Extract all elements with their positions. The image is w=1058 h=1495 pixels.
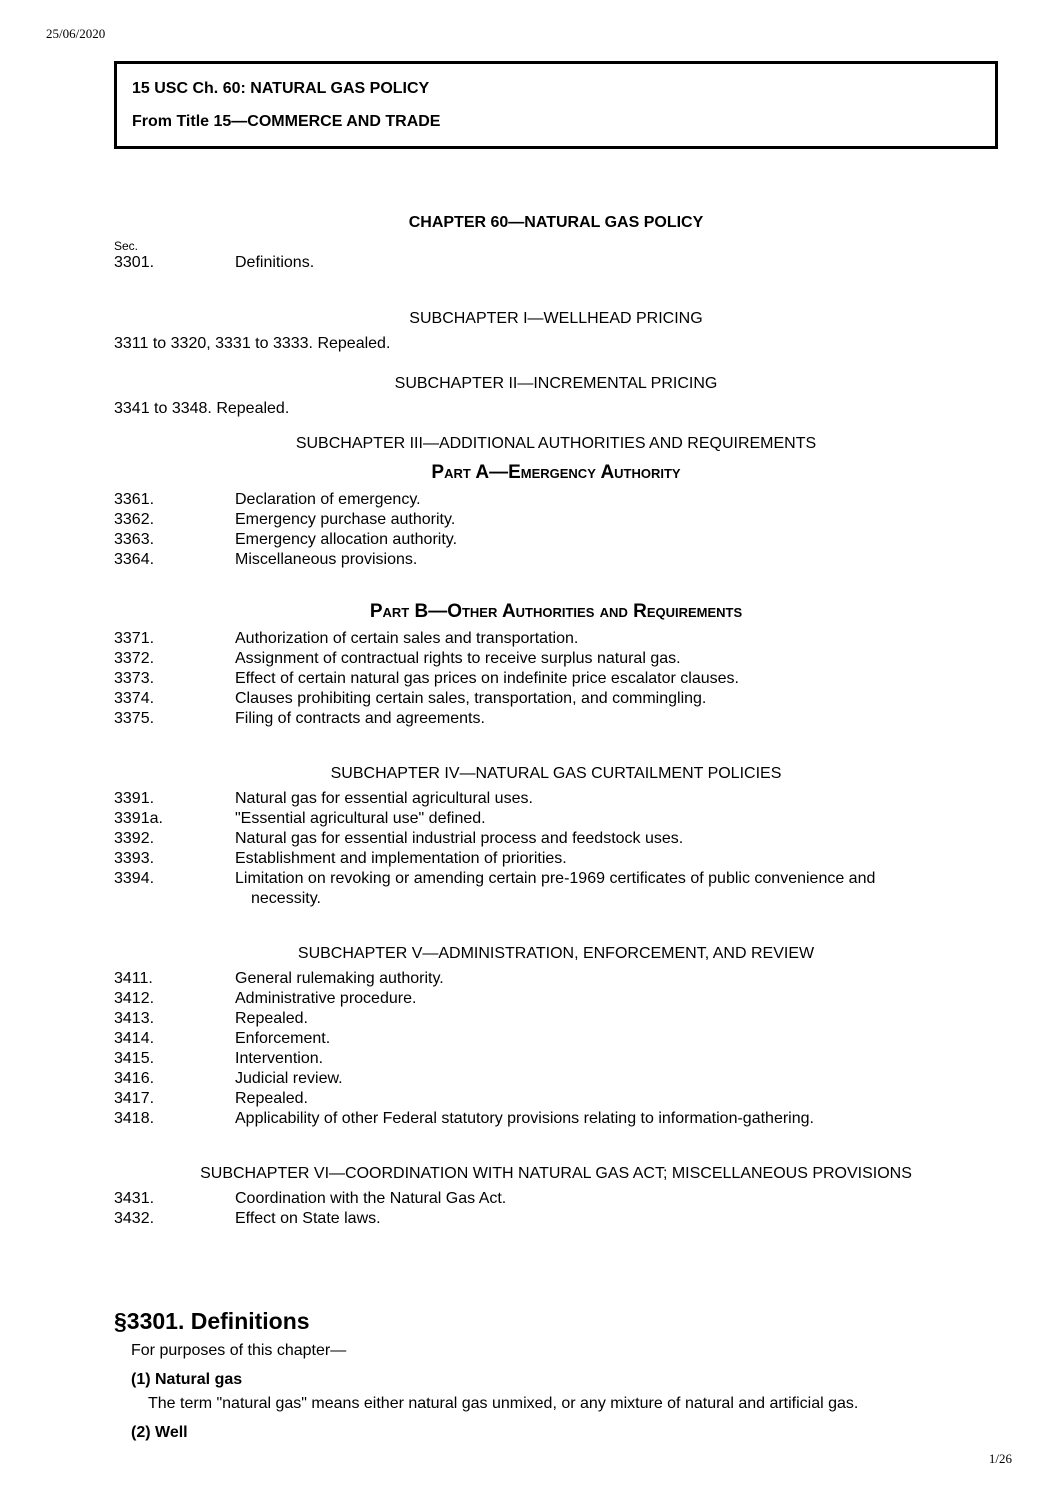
subchapter-4-title: SUBCHAPTER IV—NATURAL GAS CURTAILMENT POLICIES: [330, 765, 782, 782]
print-date: 25/06/2020: [46, 26, 106, 41]
toc-entry-title: [235, 969, 998, 989]
toc-entry: [114, 1069, 998, 1089]
toc-entry-number: 3392.: [114, 830, 155, 847]
definition-2-heading: (2) Well: [131, 1424, 188, 1441]
chapter-title: CHAPTER 60—NATURAL GAS POLICY: [408, 214, 704, 231]
toc-entry-title: [235, 1089, 998, 1109]
toc-entry-title: [235, 530, 998, 550]
toc-entry-number: 3432.: [114, 1210, 155, 1227]
toc-entry: [114, 1009, 998, 1029]
toc-entry-title-text: Repealed.: [235, 1090, 308, 1107]
toc-entry: [114, 969, 998, 989]
toc-entry-title-text: Administrative procedure.: [235, 990, 417, 1007]
toc-entry-title: [235, 1209, 998, 1229]
toc-entry-title-text: Repealed.: [235, 1010, 308, 1027]
toc-entry-number: 3391a.: [114, 810, 163, 827]
toc-entry-title: [235, 809, 998, 829]
toc-entry-title-text: Definitions.: [235, 254, 315, 271]
toc-entry: [114, 253, 998, 273]
toc-group-subchapter-5: [114, 969, 998, 1129]
toc-entry-number: 3364.: [114, 551, 155, 568]
toc-entry-title-text: Effect of certain natural gas prices on indefinite price escalator clauses.: [235, 670, 739, 687]
toc-entry-title: [235, 989, 998, 1009]
table-of-contents: [114, 200, 998, 1229]
toc-entry: [114, 709, 998, 729]
toc-entry-number: 3373.: [114, 670, 155, 687]
toc-entry-title-text: Declaration of emergency.: [235, 491, 421, 508]
toc-entry-number: 3391.: [114, 790, 155, 807]
toc-entry-title-text: Enforcement.: [235, 1030, 331, 1047]
toc-entry-title-text: Miscellaneous provisions.: [235, 551, 418, 568]
section-heading: §3301. Definitions: [114, 1308, 310, 1334]
toc-entry: [114, 550, 998, 570]
toc-group-part-a: [114, 490, 998, 570]
toc-entry-title: [235, 1029, 998, 1049]
toc-entry-number: 3361.: [114, 491, 155, 508]
page-number: 1/26: [988, 1451, 1012, 1466]
header-title: 15 USC Ch. 60: NATURAL GAS POLICY: [132, 80, 430, 97]
toc-entry-title: [235, 669, 998, 689]
toc-entry-title: [235, 550, 998, 570]
toc-entry-number: 3412.: [114, 990, 155, 1007]
toc-entry-title-text: "Essential agricultural use" defined.: [235, 810, 486, 827]
toc-entry-title-text: Assignment of contractual rights to receive surplus natural gas.: [235, 650, 681, 667]
toc-entry: [114, 1109, 998, 1129]
toc-entry-title: [235, 709, 998, 729]
toc-entry-title-text: Coordination with the Natural Gas Act.: [235, 1190, 507, 1207]
toc-entry-number: 3372.: [114, 650, 155, 667]
toc-entry-number: 3362.: [114, 511, 155, 528]
toc-group-general: [114, 253, 998, 273]
definition-1-text: The term "natural gas" means either natural gas unmixed, or any mixture of natural and artificial gas.: [148, 1395, 859, 1412]
toc-entry-title-text: Filing of contracts and agreements.: [235, 710, 485, 727]
toc-entry-number: 3416.: [114, 1070, 155, 1087]
toc-entry: [114, 1189, 998, 1209]
toc-entry-title-text: Emergency allocation authority.: [235, 531, 458, 548]
subchapter-2-repealed: 3341 to 3348. Repealed.: [114, 400, 290, 417]
toc-entry-title-text: Establishment and implementation of priorities.: [235, 850, 567, 867]
toc-group-subchapter-4: [114, 789, 998, 909]
toc-entry-title-continuation: necessity.: [251, 890, 321, 907]
subchapter-1-title: SUBCHAPTER I—WELLHEAD PRICING: [409, 310, 703, 327]
toc-entry-title-text: Effect on State laws.: [235, 1210, 381, 1227]
toc-entry: [114, 530, 998, 550]
toc-entry-title: [235, 789, 998, 809]
toc-entry: [114, 510, 998, 530]
toc-entry-title: [235, 1049, 998, 1069]
toc-entry-title: [235, 629, 998, 649]
toc-entry: [114, 809, 998, 829]
toc-entry-title-text: Intervention.: [235, 1050, 324, 1067]
toc-entry-title: [235, 689, 998, 709]
toc-entry: [114, 689, 998, 709]
toc-entry: [114, 1049, 998, 1069]
toc-entry-number: 3393.: [114, 850, 155, 867]
part-a-title: Part A—Emergency Authority: [431, 462, 681, 483]
toc-entry-number: 3431.: [114, 1190, 155, 1207]
toc-entry-title-text: Applicability of other Federal statutory provisions relating to information-gathering.: [235, 1110, 814, 1127]
toc-entry-number: 3371.: [114, 630, 155, 647]
toc-entry-number: 3363.: [114, 531, 155, 548]
toc-entry-number: 3415.: [114, 1050, 155, 1067]
subchapter-5-title: SUBCHAPTER V—ADMINISTRATION, ENFORCEMENT, AND REVIEW: [297, 945, 815, 962]
toc-entry-title: [235, 1189, 998, 1209]
toc-entry: [114, 869, 998, 909]
section-intro: For purposes of this chapter—: [131, 1342, 347, 1359]
subchapter-6-title: SUBCHAPTER VI—COORDINATION WITH NATURAL GAS ACT; MISCELLANEOUS PROVISIONS: [200, 1165, 912, 1182]
toc-entry-number: 3418.: [114, 1110, 155, 1127]
toc-entry-title: [235, 849, 998, 869]
toc-entry-number: 3374.: [114, 690, 155, 707]
toc-entry-title-text: Clauses prohibiting certain sales, transportation, and commingling.: [235, 690, 707, 707]
toc-entry-title-text: Emergency purchase authority.: [235, 511, 456, 528]
toc-entry-number: 3417.: [114, 1090, 155, 1107]
toc-entry: [114, 989, 998, 1009]
toc-entry: [114, 629, 998, 649]
subchapter-3-title: SUBCHAPTER III—ADDITIONAL AUTHORITIES AND REQUIREMENTS: [295, 435, 817, 452]
toc-entry: [114, 490, 998, 510]
definition-1-heading: (1) Natural gas: [131, 1371, 243, 1388]
toc-entry-number: 3414.: [114, 1030, 155, 1047]
toc-group-subchapter-6: [114, 1189, 998, 1229]
subchapter-1-repealed: 3311 to 3320, 3331 to 3333. Repealed.: [114, 335, 391, 352]
sec-label: Sec.: [114, 239, 139, 253]
toc-entry-number: 3413.: [114, 1010, 155, 1027]
toc-entry: [114, 1029, 998, 1049]
toc-entry-title: [235, 1069, 998, 1089]
subchapter-2-title: SUBCHAPTER II—INCREMENTAL PRICING: [394, 375, 718, 392]
toc-entry: [114, 1089, 998, 1109]
document-header-box: [114, 61, 998, 149]
toc-entry-title: [235, 253, 998, 273]
toc-entry-title-text: Natural gas for essential industrial process and feedstock uses.: [235, 830, 684, 847]
toc-group-part-b: [114, 629, 998, 729]
toc-entry: [114, 649, 998, 669]
part-b-title: Part B—Other Authorities and Requirements: [369, 601, 743, 622]
toc-entry-title: [235, 510, 998, 530]
toc-entry: [114, 849, 998, 869]
toc-entry-title: [235, 490, 998, 510]
toc-entry: [114, 1209, 998, 1229]
toc-entry: [114, 829, 998, 849]
toc-entry-title-text: General rulemaking authority.: [235, 970, 444, 987]
toc-entry-number: 3394.: [114, 870, 155, 887]
toc-entry: [114, 789, 998, 809]
toc-entry-number: 3375.: [114, 710, 155, 727]
toc-entry-title-text: Natural gas for essential agricultural uses.: [235, 790, 533, 807]
toc-entry-title-text: Limitation on revoking or amending certain pre-1969 certificates of public convenience and: [235, 870, 876, 887]
toc-entry-number: 3411.: [114, 970, 153, 987]
toc-entry-title-text: Judicial review.: [235, 1070, 343, 1087]
toc-entry: [114, 669, 998, 689]
toc-entry-title: [235, 649, 998, 669]
header-subtitle: From Title 15—COMMERCE AND TRADE: [132, 113, 441, 130]
toc-entry-title: [235, 1109, 998, 1129]
toc-entry-title-text: Authorization of certain sales and transportation.: [235, 630, 579, 647]
toc-entry-title: [235, 869, 998, 909]
toc-entry-title: [235, 1009, 998, 1029]
toc-entry-title: [235, 829, 998, 849]
toc-entry-number: 3301.: [114, 254, 155, 271]
